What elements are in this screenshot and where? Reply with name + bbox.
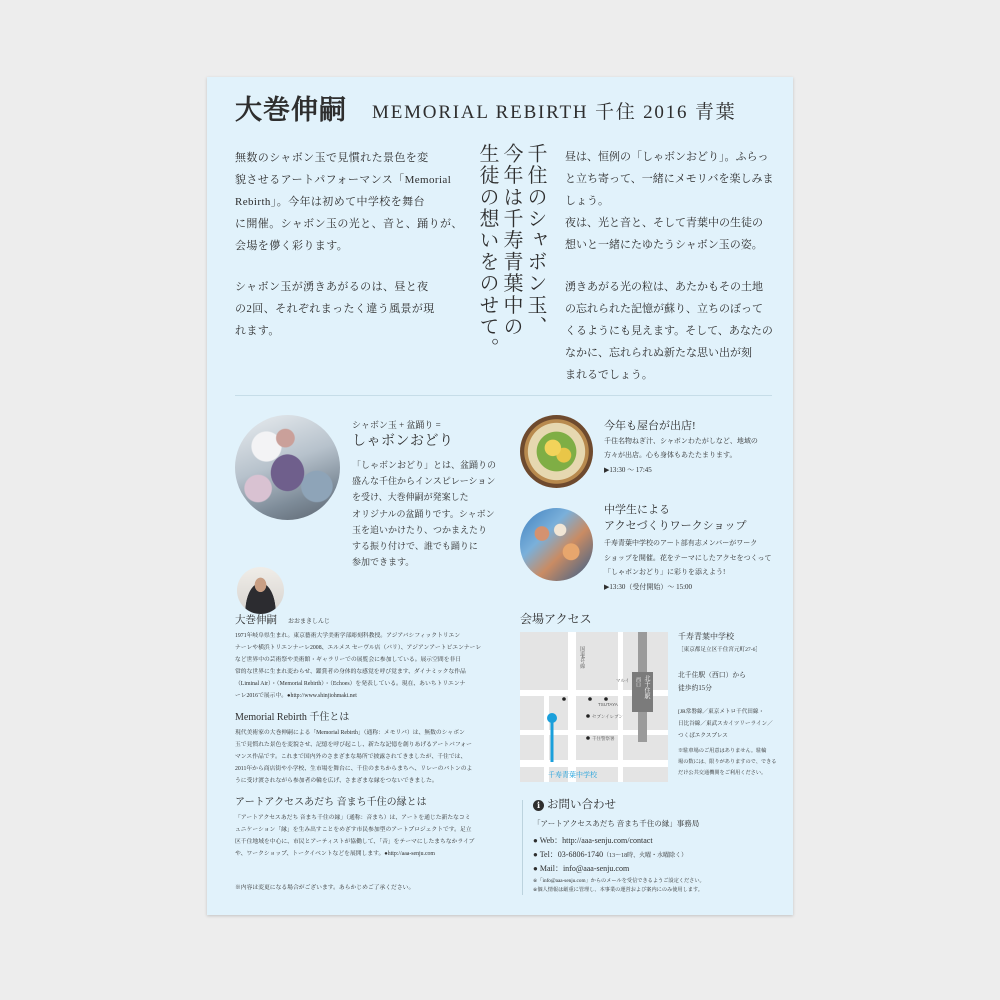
- aaa-heading: アートアクセスあだち 音まち千住の縁とは: [235, 797, 427, 808]
- access-heading: 会場アクセス: [520, 612, 592, 626]
- stall-time: ▶13:30 ～ 17:45: [604, 466, 652, 474]
- odori-kicker: シャボン玉 + 盆踊り =: [352, 420, 441, 430]
- map-landmark-dot: [586, 714, 590, 718]
- odori-description: 「しゃボンおどり」とは、盆踊りの 盛んな千住からインスピレーション を受け、大巻伸嗣が発案した オリジナルの盆踊りです。シャボン 玉を追いかけたり、つかまえたり する振り付けで、誰でも踊りに 参加できます。: [352, 460, 497, 568]
- train-lines: [JR常磐線／東京メトロ千代田線・ 日比谷線／東武スカイツリーライン／ つくばエクスプレス: [678, 709, 773, 739]
- photo-workshop: [520, 508, 593, 581]
- map-label-station: 北千住駅: [643, 675, 649, 699]
- vertical-catchcopy: 千住のシャボン玉、 今年は千寿青葉中の 生徒の想いをのせて。: [476, 143, 546, 359]
- stall-heading: 今年も屋台が出店!: [604, 420, 696, 432]
- change-notice: ※内容は変更になる場合がございます。あらかじめご了承ください。: [235, 885, 415, 891]
- contact-mail: ● Mail：info@aaa-senju.com: [533, 864, 630, 873]
- contact-tel: [533, 849, 687, 862]
- map-label-marui: マルイ: [616, 678, 630, 683]
- access-map: [520, 632, 668, 782]
- venue-name: 千寿青葉中学校: [678, 632, 734, 641]
- map-label-route4: 国道4号線: [579, 646, 585, 669]
- venue-address: ［東京都足立区千住宮元町27-6］: [678, 647, 761, 653]
- workshop-time: ▶13:30（受付開始）～ 15:00: [604, 583, 693, 591]
- map-label-tsutaya: TSUTAYA: [598, 702, 618, 707]
- contact-organizer: 「アートアクセスあだち 音まち千住の縁」事務局: [533, 819, 700, 828]
- contact-web: ● Web：http://aaa-senju.com/contact: [533, 836, 653, 845]
- artist-name-reading: おおまきしんじ: [288, 619, 331, 625]
- workshop-heading-line-1: 中学生による: [604, 504, 670, 516]
- map-road-route4: [568, 632, 576, 782]
- title-subtitle: MEMORIAL REBIRTH 千住 2016 青葉: [372, 102, 737, 123]
- artist-name: 大巻伸嗣: [235, 615, 277, 626]
- intro-right-paragraph-1: 昼は、恒例の「しゃボンおどり」。ふらっ と立ち寄って、一緒にメモリバを楽しみま しょう。 夜は、光と音と、そして青葉中の生徒の 想いと一緒にたゆたうシャボン玉の姿。: [565, 151, 774, 251]
- contact-heading: お問い合わせ: [547, 799, 616, 811]
- map-label-station-exit: 西口: [635, 677, 641, 687]
- map-label-police: 千住警察署: [592, 736, 615, 741]
- contact-tel-hours: （13～18時、火曜・水曜除く）: [603, 853, 688, 859]
- photo-shabon-odori: [235, 415, 340, 520]
- intro-left-paragraph-2: シャボン玉が湧きあがるのは、昼と夜 の2回、それぞれまったく違う風景が現 れます。: [235, 281, 435, 337]
- parking-note: ※駐車場のご用意はありません。駐輪 場の数には、限りがありますので、できる だけ公共交通機関をご利用ください。: [678, 748, 777, 776]
- section-divider: [235, 395, 772, 396]
- contact-rule: [522, 800, 523, 895]
- map-road-school-street: [544, 690, 549, 782]
- artist-portrait: [237, 567, 284, 614]
- map-road-horizontal-3: [520, 760, 668, 767]
- map-road-vertical: [618, 632, 623, 782]
- intro-right-paragraph-2: 湧きあがる光の粒は、あたかもその土地 の忘れられた記憶が蘇り、立ちのぼって くるようにも見えます。そして、あなたの なかに、忘れられぬ新たな思い出が刻 まれるでしょう。: [565, 281, 773, 381]
- venue-route: 北千住駅（西口）から 徒歩約15分: [678, 672, 746, 692]
- workshop-description: 千寿青葉中学校のアート部有志メンバーがワーク ショップを開催。花をテーマにしたアクセをつくって 「しゃボンおどり」に彩りを添えよう!: [604, 539, 772, 576]
- map-label-school: 千寿青葉中学校: [548, 772, 597, 779]
- map-landmark-dot: [586, 736, 590, 740]
- aaa-body: 「アートアクセスあだち 音まち千住の縁」（通称：音まち）は、アートを通じた新たなコミ ュニケーション「縁」を生み出すことをめざす市民参加型のアートプロジェクトです。足立 区千住地域を中心に、市民とアーティストが協働して、「音」をテーマにしたまちなかライブ や、ワークショップ、トークイベントなどを展開します。●http://aaa-senju.com: [235, 815, 475, 857]
- workshop-heading-line-2: アクセづくりワークショップ: [604, 520, 747, 532]
- contact-notes: ※「info@aaa-senju.com」からのメールを受信できるようご設定ください。 ※個人情報は厳重に管理し、本事業の運営および案内にのみ使用します。: [533, 878, 705, 893]
- title-artist-name: 大巻伸嗣: [235, 95, 347, 125]
- odori-heading: しゃボンおどり: [352, 434, 454, 449]
- map-landmark-dot: [588, 697, 592, 701]
- map-label-seven-eleven: セブンイレブン: [592, 714, 623, 719]
- stall-description: 千住名物ねぎ汁、シャボンわたがしなど、地域の 方々が出店。心も身体もあたたまります。: [604, 437, 758, 459]
- memorial-rebirth-body: 現代美術家の大巻伸嗣による「Memorial Rebirth」（通称：メモリバ）は、無数のシャボン 玉で見慣れた景色を変貌させ、記憶を呼び起こし、新たな記憶を創りあげるアートパフォー マンス作品です。これまで国内外のさまざまな場所で披露されてきましたが、千住では、 2011年から商店街や小学校、生市場を舞台に、千住のまちからまちへ、リレーのバトンのよ うに受け渡されながら参加者の輪を広げ、さまざまな縁をつないできました。: [235, 730, 473, 784]
- map-school-marker: [547, 713, 557, 723]
- contact-tel-number: ● Tel：03-6806-1740: [533, 850, 604, 859]
- map-landmark-dot: [562, 697, 566, 701]
- map-landmark-dot: [604, 697, 608, 701]
- artist-bio: 1971年岐阜県生まれ。東京藝術大学美術学部彫刻科教授。アジアパシフィックトリエン ナーレや横浜トリエンナーレ2008、エルメス セーヴル店（パリ）、アジアンアートビエンナーレ など世界中の芸術祭や美術館・ギャラリーでの展覧会に参加している。展示空間を非日 常的な世界に生まれ変わらせ、鑑賞者の身体的な感覚を呼び覚ます、ダイナミックな作品 （Liminal Air）・（Memorial Rebirth）・（Echoes）を発表している。現在、あいちトリエンナ ーレ2016で展示中。●http://www.shinjiohmaki.net: [235, 633, 482, 699]
- photo-food-stall: [520, 415, 593, 488]
- memorial-rebirth-heading: Memorial Rebirth 千住とは: [235, 712, 350, 723]
- info-icon: i: [533, 800, 544, 811]
- intro-left-paragraph-1: 無数のシャボン玉で見慣れた景色を変 貌させるアートパフォーマンス「Memorial Rebirth」。今年は初めて中学校を舞台 に開催。シャボン玉の光と、音と、踊りが、 会場を儚く彩ります。: [235, 152, 463, 252]
